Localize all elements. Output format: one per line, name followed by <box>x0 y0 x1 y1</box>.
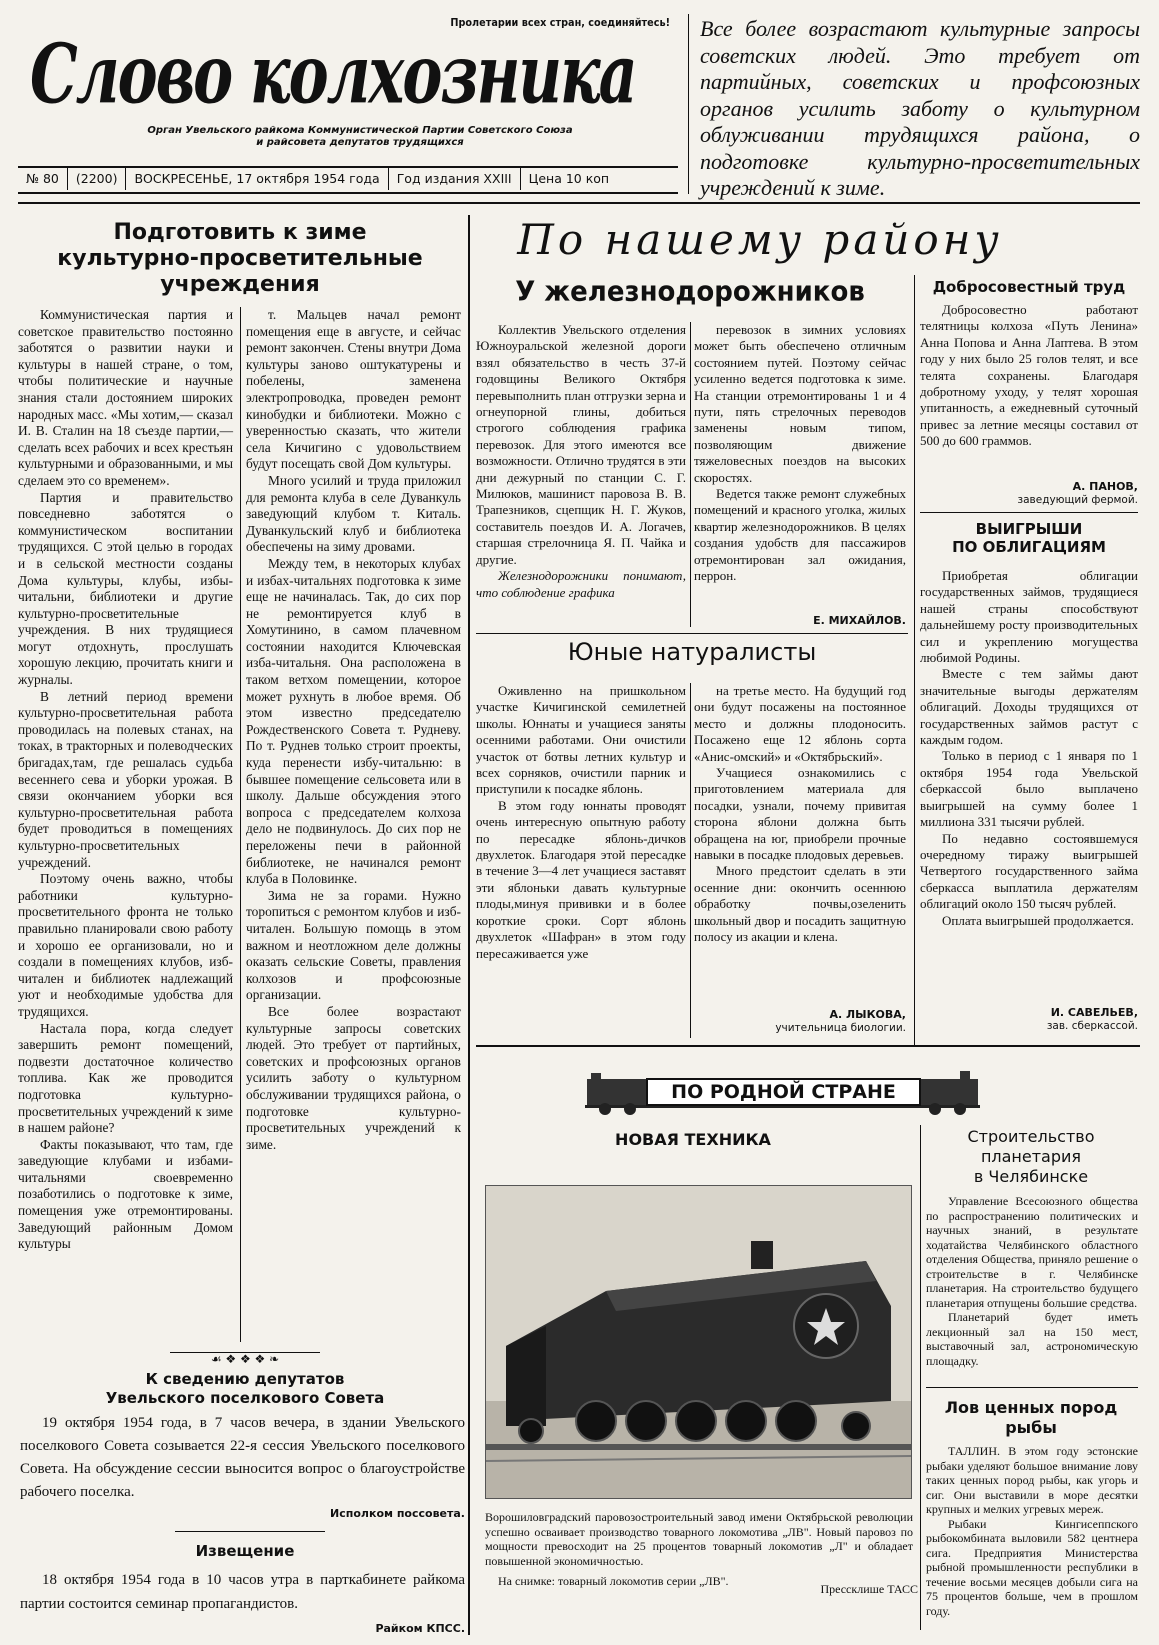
paragraph: Приобретая облигации государственных займов, трудящиеся нашей страны способствуют дальнейшему росту производительных сил и укреплению могущества любимой Родины. <box>920 568 1138 666</box>
paragraph: Железнодорожники понимают, что соблюдение графика <box>476 568 686 600</box>
nature-col-2 <box>694 683 906 946</box>
column-rule <box>468 215 470 1635</box>
paragraph: ТАЛЛИН. В этом году эстонские рыбаки уделяют большое внимание лову таких ценных пород рыбы, как угорь и сиг. Они выставили в море десятки крупных и мелких угревых мереж. <box>926 1444 1138 1516</box>
paragraph: Много предстоит сделать в эти осенние дни: окончить осеннюю обработку почвы,озеленить школьный двор и посадить защитную полосу из акации и клена. <box>694 863 906 945</box>
paragraph: Коллектив Увельского отделения Южноуральской железной дороги взял обязательство в честь 37-й годовщины Великого Октября перевыполнить план отгрузки зерна и огнеупорной глины, добиться строгого соблюдения графика перевозок. Для этого имеются все возможности. Отлично трудятся в эти дни дежурный по станции С. Г. Милюков, машинист паровоза В. В. Трапезников, сцепщик Н. Г. Жуков, составитель поездов И. А. Логачев, старшая стрелочница Я. П. Чайка и другие. <box>476 322 687 567</box>
nature-col-1 <box>476 683 686 962</box>
article-headline: НОВАЯ ТЕХНИКА <box>615 1130 771 1149</box>
article-rule <box>920 512 1138 513</box>
masthead-subtitle <box>60 125 660 149</box>
notice-headline-line: К сведению депутатов <box>145 1370 345 1388</box>
photo-caption: На снимке: товарный локомотив серии „ЛВ". <box>498 1574 729 1588</box>
paragraph: Коммунистическая партия и советское правительство постоянно заботятся о развитии науки и культуры в нашей стране, о том, чтобы политические и научные знания стали достоянием широких народных масс. «Мы хотим,— сказал И. В. Сталин на 18 съезде партии,—сделать всех рабочих и всех крестьян культурными и образованными, и мы сделаем это со временем». <box>18 307 233 488</box>
column-rule <box>914 275 915 1045</box>
article-signature <box>694 1008 906 1035</box>
article-headline <box>922 1398 1140 1438</box>
train-banner-graphic <box>585 1065 980 1125</box>
paragraph: Зима не за горами. Нужно торопиться с ремонтом клубов и изб-читален. Большую помощь в этом важном и неотложном деле должны оказать сельские Советы, правления колхозов и профсоюзные организации. <box>246 887 461 1003</box>
paragraph: Управление Всесоюзного общества по распространению политических и научных знаний, в результате ходатайства Челябинского областного отделения Общества, приняло решение о строительстве в г. Челябинске планетария. На строительство будущего планетария отпущены большие средства. <box>926 1194 1138 1310</box>
bonds-text <box>920 568 1138 929</box>
signature-role: учительница биологии. <box>775 1022 906 1034</box>
issue-serial: (2200) <box>68 168 127 190</box>
header-rule <box>18 202 1140 204</box>
locomotive-photo <box>485 1185 912 1499</box>
column-rule <box>690 683 691 1038</box>
masthead-divider <box>688 14 689 194</box>
headline-line: ПО ОБЛИГАЦИЯМ <box>952 538 1106 556</box>
article-signature <box>920 480 1138 507</box>
labor-text <box>920 302 1138 450</box>
publication-year: Год издания XXIII <box>389 168 521 190</box>
notice-headline <box>30 1370 460 1408</box>
headline-line: Лов ценных пород <box>944 1398 1118 1417</box>
paragraph: Ведется также ремонт служебных помещений и красного уголка, жилых квартир железнодорожников. В целях создания удобств для пассажиров отремонтирован зал ожидания, перрон. <box>694 486 906 584</box>
paragraph: Все более возрастают культурные запросы советских людей. Это требует от партийных, советских и профсоюзных органов усилить заботу о культурном обслуживании трудящихся района, о подготовке культурно-просветительных учреждений к зиме. <box>246 1003 461 1152</box>
notice-headline: Извещение <box>195 1542 295 1560</box>
article-signature: Е. МИХАЙЛОВ. <box>813 614 906 627</box>
headline-line: ВЫИГРЫШИ <box>975 520 1083 538</box>
headline-line: в Челябинске <box>973 1167 1089 1186</box>
article-headline: Юные натуралисты <box>567 638 817 666</box>
signature-role: заведующий фермой. <box>1017 494 1138 506</box>
editorial-col-2 <box>246 307 461 1153</box>
paragraph: перевозок в зимних условиях может быть обеспечено отличным состоянием путей. Поэтому сейчас усиленно ведется подготовка к зиме. На станции отремонтированы 1 и 4 пути, пять стрелочных переводов заменены новым типом, позволяющим движение тяжеловесных поездов на высоких скоростях. <box>694 322 906 485</box>
signature-name: А. ПАНОВ, <box>1072 480 1138 493</box>
paragraph: Оплата выигрышей продолжается. <box>942 912 1134 928</box>
paragraph: т. Мальцев начал ремонт помещения еще в августе, и сейчас ремонт закончен. Стены внутри Дома культуры заново оштукатурены и побелены, заменена электропроводка, проведен ремонт кинобудки и библиотеки. Можно с уверенностью сказать, что жители села Кичигино с удовольствием будут посещать свой Дом культуры. <box>246 307 462 472</box>
issue-date: ВОСКРЕСЕНЬЕ, 17 октября 1954 года <box>126 168 388 190</box>
paragraph: Между тем, в некоторых клубах и избах-читальнях подготовка к зиме еще не начиналась. Так, до сих пор не ремонтируется клуб в Хомутинино, в самом плачевном состоянии находится Ключевская изба-читальня. Она расположена в таком ветхом помещении, которое может рухнуть в любое время. Об этом известно председателю Рождественского Совета т. Рудневу. По т. Руднев только строит проекты, куда перенести избу-читальню: в бывшее помещение сельсовета или в школу. Дальше обсуждения этого вопроса с председателем колхоза дело не подвинулось. До сих пор не переложены печи в районной библиотеке, не начинался ремонт клуба в Половинке. <box>246 555 461 887</box>
article-headline: Добросовестный труд <box>932 278 1126 296</box>
signature-role: зав. сберкассой. <box>1046 1020 1138 1032</box>
rail-col-2 <box>694 322 906 585</box>
notice-signature: Райком КПСС. <box>375 1622 465 1635</box>
article-rule <box>926 1387 1138 1388</box>
subtitle-line: и райсовета депутатов трудящихся <box>256 137 464 148</box>
section-banner: По нашему району <box>517 215 1003 264</box>
fish-text <box>926 1444 1138 1618</box>
notice-rule <box>175 1531 325 1532</box>
price: Цена 10 коп <box>528 171 610 186</box>
article-signature <box>920 1006 1138 1033</box>
notice-text: 18 октября 1954 года в 10 часов утра в парткабинете райкома партии состоится семинар пропагандистов. <box>20 1572 465 1612</box>
paragraph: Планетарий будет иметь лекционный зал на 150 мест, выставочный зал, астрономическую площадку. <box>926 1310 1138 1368</box>
paragraph: В этом году юннаты проводят очень интересную опытную работу по пересадке яблонь-дичков двухлеток. Благодаря этой пересадке в течение 3—4 лет учащиеся заставят эти яблоньки давать культурные плоды,минуя прививки и в более короткие сроки. Сорт яблонь двухлеток «Шафран» в этом году пересаживается уже <box>476 797 686 961</box>
headline-line: Строительство <box>967 1127 1095 1146</box>
paragraph: Много усилий и труда приложил для ремонта клуба в селе Дуванкуль заведующий клубом т. Киталь. Дуванкульский клуб и библиотека обеспечены на зиму дровами. <box>246 472 461 555</box>
paragraph: По недавно состоявшемуся очередному тиражу выигрышей Четвертого государственного займа сберкасса выплатила держателям облигаций около 150 тысяч рублей. <box>920 830 1138 912</box>
paragraph: Партия и правительство повседневно заботятся о коммунистическом воспитании трудящихся. С этой целью в городах и в сельской местности созданы Дома культуры, клубы, избы-читальни, библиотеки и другие культурно-просветительные учреждения. В них трудящиеся могут отдохнуть, прослушать хорошую лекцию, прочитать книги и журналы. <box>18 489 233 688</box>
paragraph: Рыбаки Кингисеппского рыбокомбината выловили 582 центнера сига. Предприятия Министерства рыбной промышленности республики в течение восьми месяцев добыли сига на 75 процентов больше, чем в прошлом году. <box>926 1516 1138 1618</box>
lead-text: Все более возрастают культурные запросы советских людей. Это требует от партийных, советских и профсоюзных органов усилить заботу о культурном облуживании трудящихся района, о подготовке культурно-просветительных учреждений к зиме. <box>700 16 1140 200</box>
column-rule <box>920 1125 921 1630</box>
signature-name: И. САВЕЛЬЕВ, <box>1050 1006 1138 1019</box>
subtitle-line: Орган Увельского райкома Коммунистической Партии Советского Союза <box>147 125 573 136</box>
paragraph: Вместе с тем займы дают значительные выгоды держателям облигаций. Доходы трудящихся от государственных займов растут с каждым годом. <box>920 666 1138 748</box>
headline-line: рыбы <box>1005 1418 1057 1437</box>
motto: Пролетарии всех стран, соединяйтесь! <box>450 16 670 29</box>
paragraph: Факты показывают, что там, где заведующие клубами и избами-читальнями своевременно позаботились о подготовке к зиме, помещения уже отремонтированы. Заведующий районным Домом культуры <box>18 1136 233 1252</box>
section-rule <box>476 1045 1140 1047</box>
signature-name: А. ЛЫКОВА, <box>829 1008 906 1021</box>
locomotive-image <box>486 1186 911 1498</box>
newspaper-title: Слово колхозника <box>30 28 636 123</box>
photo-caption-text: Ворошиловградский паровозостроительный завод имени Октябрьской революции успешно осваивает производство товарного локомотива „ЛВ". Новый паровоз по мощности превосходит на 25 процентов товарный локомотив „Л" и обладает повышенной экономичностью. <box>485 1510 913 1568</box>
column-rule <box>240 307 241 1342</box>
paragraph: Поэтому очень важно, чтобы работники культурно-просветительного фронта не только правильно планировали свою работу и хорошо ее организовали, но и создали в помещениях клубов, изб-читален и библиотек надлежащий уют и необходимые удобства для трудящихся. <box>18 871 233 1019</box>
paragraph: Оживленно на пришкольном участке Кичигинской семилетней школы. Юннаты и учащиеся заняты осенними работами. Они очистили участок от ботвы летних культур и всех сорняков, очистили парник и приступили к посадке яблонь. <box>476 683 686 797</box>
paragraph: на третье место. На будущий год они будут посажены на постоянное место и должны плодоносить. Посажено еще 12 яблонь сорта «Анис-омский» и «Октябрьский». <box>694 683 906 764</box>
notice-text: 19 октября 1954 года, в 7 часов вечера, в здании Увельского поселкового Совета созывается 22-я сессия Увельского поселкового Совета. На обсуждение сессии выносится вопрос о благоустройстве рабочего поселка. <box>20 1415 465 1500</box>
article-headline <box>922 1127 1140 1187</box>
editorial-col-1 <box>18 307 233 1253</box>
column-rule <box>690 322 691 627</box>
article-rule <box>476 633 908 634</box>
headline-line: планетария <box>980 1147 1082 1166</box>
editorial-headline: Подготовить к зиме культурно-просветительные учреждения <box>57 220 423 297</box>
paragraph: Учащиеся ознакомились с приготовлением материала для посадки, узнали, почему привитая сторона яблони должна быть обращена на юг, приобрели прочные навыки в посадке плодовых деревьев. <box>694 765 906 863</box>
notice-headline-line: Увельского поселкового Совета <box>105 1389 385 1407</box>
section-banner: ПО РОДНОЙ СТРАНЕ <box>671 1081 896 1103</box>
paragraph: Настала пора, когда следует завершить ремонт помещений, подвезти достаточное количество топлива. Как же проводится подготовка культурно-просветительных учреждений к зиме в нашем районе? <box>18 1020 233 1136</box>
article-headline <box>920 520 1138 556</box>
article-headline: У железнодорожников <box>515 276 865 308</box>
paragraph: Добросовестно работают телятницы колхоза «Путь Ленина» Анна Попова и Анна Лаптева. В этом году у них было 25 голов телят, и все телята сохранены. Благодаря добротному уходу, у телят хорошая упитанность, а ежедневный суточный привес за летние месяцы составил от 500 до 600 граммов. <box>920 302 1138 449</box>
issue-meta-bar <box>18 166 678 194</box>
paragraph: В летний период времени культурно-просветительная работа проводилась на полевых станах, на токах, в тракторных и полеводческих бригадах,там, где решалась судьба весеннего сева и уборки урожая. В связи окончанием уборки вся культурно-просветительная работа будет проводиться в помещениях культурно-просветительных учреждений. <box>18 688 233 870</box>
planetarium-text <box>926 1194 1138 1368</box>
rail-col-1 <box>476 322 686 601</box>
notice-signature: Исполком поссовета. <box>330 1507 465 1520</box>
paragraph: Только в период с 1 января по 1 октября 1954 года Увельской сберкассой было выплачено выигрышей на сумму более 1 миллиона 331 тысячи рублей. <box>920 748 1138 830</box>
photo-credit: Прессклише ТАСС <box>820 1582 918 1596</box>
issue-number: № 80 <box>18 168 68 190</box>
ornament-divider: ☙ ❖ ❖ ❖ ❧ <box>170 1352 320 1365</box>
